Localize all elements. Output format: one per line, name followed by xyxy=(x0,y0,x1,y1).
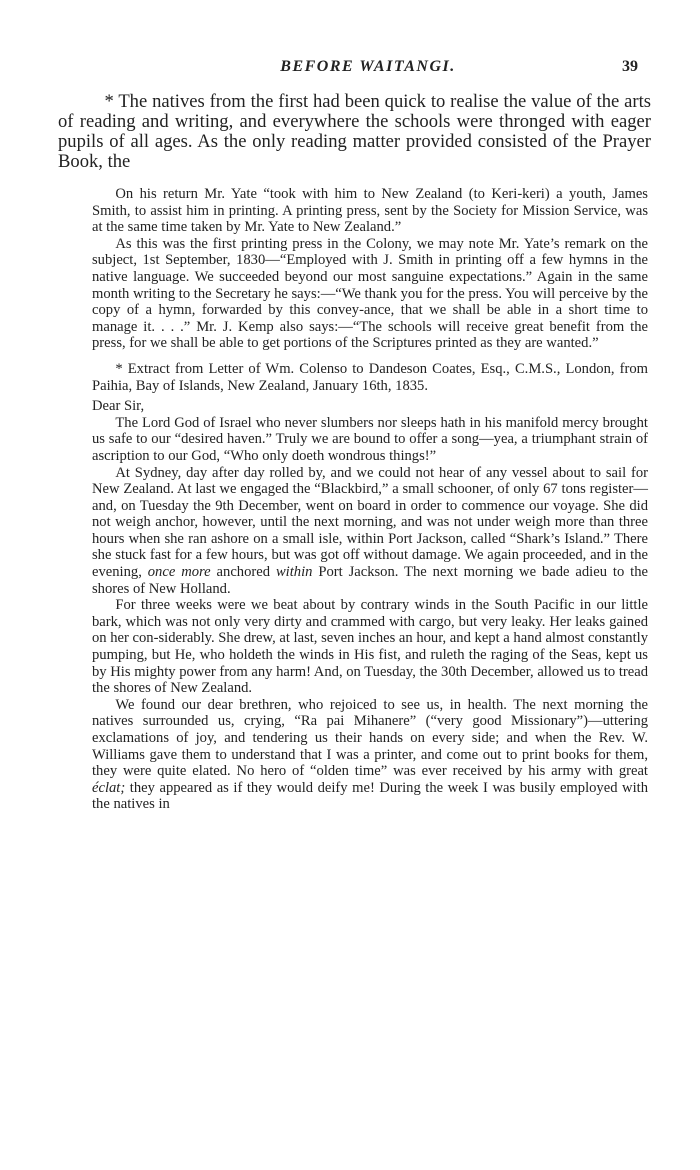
footnote-paragraph: On his return Mr. Yate “took with him to New Zealand (to Keri-keri) a youth, James Smith, to assist him in printing. A printing press, sent by the Society for Mission Service, was at the same time taken by Mr. Yate to New Zealand.” xyxy=(92,186,648,236)
running-title: BEFORE WAITANGI. xyxy=(280,58,456,75)
letter-salutation: Dear Sir, xyxy=(92,398,145,415)
letter-text: At Sydney, day after day rolled by, and we could not hear of any vessel about to sail for New Zealand. At last we engaged the “Blackbird,” a small schooner, of only 67 tons register—and, on Tuesday the 9th December, went on board in order to commence our voyage. She did not weigh anchor, however, until the next morning, and was not under weigh more than three hours when she ran ashore on a small isle, within Port Jackson, called “Shark’s Island.” There she stuck fast for a few hours, but was got off without damage. We again proceeded, and in the evening, xyxy=(92,464,648,581)
letter-text: anchored xyxy=(210,564,276,581)
main-paragraph: * The natives from the first had been quick to realise the value of the arts of reading and writing, and everywhere the schools were thronged with eager pupils of all ages. As the only reading matter provided consisted of the Prayer Book, the xyxy=(58,91,651,172)
footnotes-block xyxy=(92,186,648,813)
page-header xyxy=(96,58,640,82)
italic-text: within xyxy=(275,564,313,581)
letter-paragraph xyxy=(92,697,648,813)
letter-paragraph: For three weeks were we beat about by contrary winds in the South Pacific in our little bark, which was not only very dirty and crammed with cargo, but very leaky. Her leaks gained on her con-siderably. She drew, at last, seven inches an hour, and kept a hand almost constantly pumping, but He, who holdeth the winds in His fist, and ruleth the raging of the Seas, kept us by His mighty power from any harm! And, on Tuesday, the 30th December, allowed us to tread the shores of New Zealand. xyxy=(92,597,648,697)
page-number: 39 xyxy=(622,58,638,75)
letter-paragraph xyxy=(92,465,648,598)
italic-text: once more xyxy=(147,564,211,581)
footnote-paragraph: As this was the first printing press in the Colony, we may note Mr. Yate’s remark on the subject, 1st September, 1830—“Employed with J. Smith in printing off a few hymns in the native language. We succeeded beyond our most sanguine expectations.” Again in the same month writing to the Secretary he says:—“We thank you for the press. You will perceive by the copy of a hymn, forwarded by this convey-ance, that we shall be able in a short time to manage it. . . .” Mr. J. Kemp also says:—“The schools will receive great benefit from the press, for we shall be able to get portions of the Scriptures printed as they are wanted.” xyxy=(92,235,648,352)
letter-text: Port Jackson. The next morning we bade adieu to the shores of New Holland. xyxy=(92,564,648,597)
italic-text: éclat; xyxy=(92,779,126,796)
main-text-block xyxy=(58,92,651,172)
letter-heading: * Extract from Letter of Wm. Colenso to Dandeson Coates, Esq., C.M.S., London, from Paihia, Bay of Islands, New Zealand, January 16th, 1835. xyxy=(92,360,648,394)
letter-paragraph: The Lord God of Israel who never slumbers nor sleeps hath in his manifold mercy brought us safe to our “desired haven.” Truly we are bound to offer a song—yea, a triumphant strain of ascription to our God, “Who only doeth wondrous things!” xyxy=(92,414,648,464)
letter-text: We found our dear brethren, who rejoiced to see us, in health. The next morning the natives surrounded us, crying, “Ra pai Mihanere” (“very good Missionary”)—uttering exclamations of joy, and tendering us their hands on every side; and when the Rev. W. Williams gave them to understand that I was a printer, and come out to print books for them, they were quite elated. No hero of “olden time” was ever received by his army with great xyxy=(92,696,648,780)
letter-text: they appeared as if they would deify me! During the week I was busily employed with the natives in xyxy=(92,779,648,813)
